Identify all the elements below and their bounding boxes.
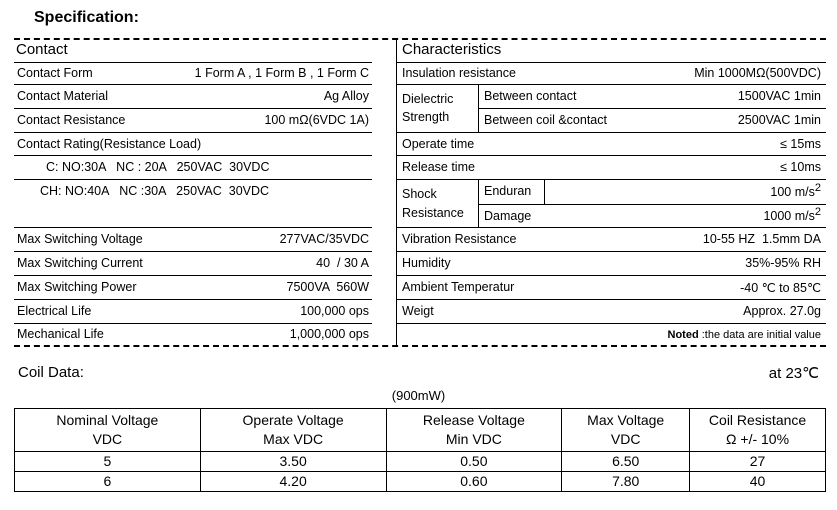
release-voltage-header <box>386 409 562 452</box>
row-line <box>397 275 826 276</box>
insulation-value: Min 1000MΩ(500VDC) <box>694 66 821 80</box>
contact-material-value: Ag Alloy <box>323 89 369 103</box>
max-switching-power-value: 7500VA 560W <box>286 280 369 294</box>
row-line <box>14 108 372 109</box>
operate-time-value: ≤ 15ms <box>780 137 821 151</box>
contact-resistance-label: Contact Resistance <box>17 113 126 127</box>
release-voltage-cell: 0.60 <box>386 472 562 492</box>
shock-endurance-number: 100 m/s <box>770 185 815 200</box>
shock-damage-label: Damage <box>484 209 532 223</box>
header-line: Min VDC <box>445 431 502 447</box>
max-switching-power-label: Max Switching Power <box>17 280 137 294</box>
dielectric-label: Dielectric <box>402 92 454 106</box>
contact-rating-c: C: NO:30A NC : 20A 250VAC 30VDC <box>46 160 270 174</box>
row-line <box>14 84 372 85</box>
row-line <box>14 251 372 252</box>
nominal-voltage-cell: 5 <box>15 452 201 472</box>
coil-data-title: Coil Data: <box>18 364 84 381</box>
header-line: VDC <box>92 431 123 447</box>
ambient-temperature-label: Ambient Temperatur <box>402 280 515 294</box>
shock-endurance-value <box>770 182 821 199</box>
humidity-label: Humidity <box>402 256 451 270</box>
dielectric-coil-contact-label: Between coil &contact <box>484 113 607 127</box>
note <box>668 329 821 341</box>
mechanical-life-value: 1,000,000 ops <box>289 327 369 341</box>
row-line <box>397 323 826 324</box>
row-line <box>14 132 372 133</box>
coil-header-row <box>15 409 826 452</box>
max-switching-voltage-label: Max Switching Voltage <box>17 232 143 246</box>
characteristics-header: Characteristics <box>402 41 502 58</box>
electrical-life-label: Electrical Life <box>17 304 92 318</box>
row-line <box>14 323 372 324</box>
header-line: Operate Voltage <box>242 412 344 428</box>
max-voltage-cell: 6.50 <box>562 452 690 472</box>
row-line <box>397 62 826 63</box>
max-voltage-header <box>562 409 690 452</box>
dielectric-coil-contact-value: 2500VAC 1min <box>737 113 821 127</box>
header-line: Nominal Voltage <box>56 412 159 428</box>
dielectric-between-contact-value: 1500VAC 1min <box>737 89 821 103</box>
header-line: Max Voltage <box>587 412 665 428</box>
row-line <box>397 299 826 300</box>
operate-time-label: Operate time <box>402 137 475 151</box>
weight-value: Approx. 27.0g <box>743 304 821 318</box>
specification-title: Specification: <box>34 9 139 26</box>
max-voltage-cell: 7.80 <box>562 472 690 492</box>
row-line <box>14 155 372 156</box>
row-line <box>14 179 372 180</box>
shock-endurance-label: Enduran <box>484 184 532 198</box>
operate-voltage-header <box>200 409 386 452</box>
mechanical-life-label: Mechanical Life <box>17 327 104 341</box>
row-line <box>14 299 372 300</box>
contact-rating-ch: CH: NO:40A NC :30A 250VAC 30VDC <box>40 184 270 198</box>
row-line <box>397 251 826 252</box>
ambient-temperature-value: -40 ℃ to 85℃ <box>740 281 821 295</box>
coil-resistance-header <box>690 409 826 452</box>
row-line <box>478 108 826 109</box>
bottom-dashed-divider <box>14 345 826 347</box>
shock-damage-value <box>763 206 821 223</box>
nominal-voltage-cell: 6 <box>15 472 201 492</box>
coil-data-table <box>14 408 826 492</box>
release-time-label: Release time <box>402 160 475 174</box>
release-time-value: ≤ 10ms <box>780 160 821 174</box>
electrical-life-value: 100,000 ops <box>300 304 369 318</box>
shock-damage-number: 1000 m/s <box>763 209 815 224</box>
header-line: Max VDC <box>263 431 324 447</box>
row-line <box>478 204 826 205</box>
contact-material-label: Contact Material <box>17 89 109 103</box>
max-switching-current-label: Max Switching Current <box>17 256 143 270</box>
contact-header: Contact <box>16 41 68 58</box>
release-voltage-cell: 0.50 <box>386 452 562 472</box>
contact-form-value: 1 Form A , 1 Form B , 1 Form C <box>194 66 369 80</box>
shock-endurance-divider <box>544 180 545 204</box>
table-row <box>15 452 826 472</box>
row-line <box>397 179 826 180</box>
row-line <box>397 155 826 156</box>
vibration-label: Vibration Resistance <box>402 232 517 246</box>
table-row <box>15 472 826 492</box>
row-line <box>397 84 826 85</box>
weight-label: Weigt <box>402 304 434 318</box>
row-line <box>397 132 826 133</box>
coil-resistance-cell: 40 <box>690 472 826 492</box>
coil-resistance-cell: 27 <box>690 452 826 472</box>
coil-temperature: at 23℃ <box>768 365 819 382</box>
header-line: Coil Resistance <box>708 412 807 428</box>
coil-power: (900mW) <box>391 388 446 403</box>
contact-form-label: Contact Form <box>17 66 93 80</box>
dielectric-between-contact-label: Between contact <box>484 89 577 103</box>
note-bold: Noted <box>667 329 699 341</box>
header-line: Release Voltage <box>422 412 525 428</box>
strength-label: Strength <box>402 110 450 124</box>
note-text: :the data are initial value <box>698 329 821 341</box>
insulation-label: Insulation resistance <box>402 66 516 80</box>
header-line: Ω +/- 10% <box>726 431 790 447</box>
row-line <box>14 275 372 276</box>
superscript: 2 <box>814 182 821 194</box>
shock-label: Shock <box>402 187 437 201</box>
resistance-label: Resistance <box>402 206 464 220</box>
header-line: VDC <box>610 431 641 447</box>
row-line <box>14 227 372 228</box>
nominal-voltage-header <box>15 409 201 452</box>
row-line <box>397 227 826 228</box>
max-switching-voltage-value: 277VAC/35VDC <box>279 232 369 246</box>
max-switching-current-value: 40 / 30 A <box>316 256 369 270</box>
contact-rating-label: Contact Rating(Resistance Load) <box>17 137 202 151</box>
contact-resistance-value: 100 mΩ(6VDC 1A) <box>264 113 369 127</box>
humidity-value: 35%-95% RH <box>745 256 821 270</box>
vibration-value: 10-55 HZ 1.5mm DA <box>702 232 821 246</box>
top-dashed-divider <box>14 38 826 40</box>
operate-voltage-cell: 3.50 <box>200 452 386 472</box>
operate-voltage-cell: 4.20 <box>200 472 386 492</box>
superscript: 2 <box>814 206 821 218</box>
row-line <box>14 62 372 63</box>
